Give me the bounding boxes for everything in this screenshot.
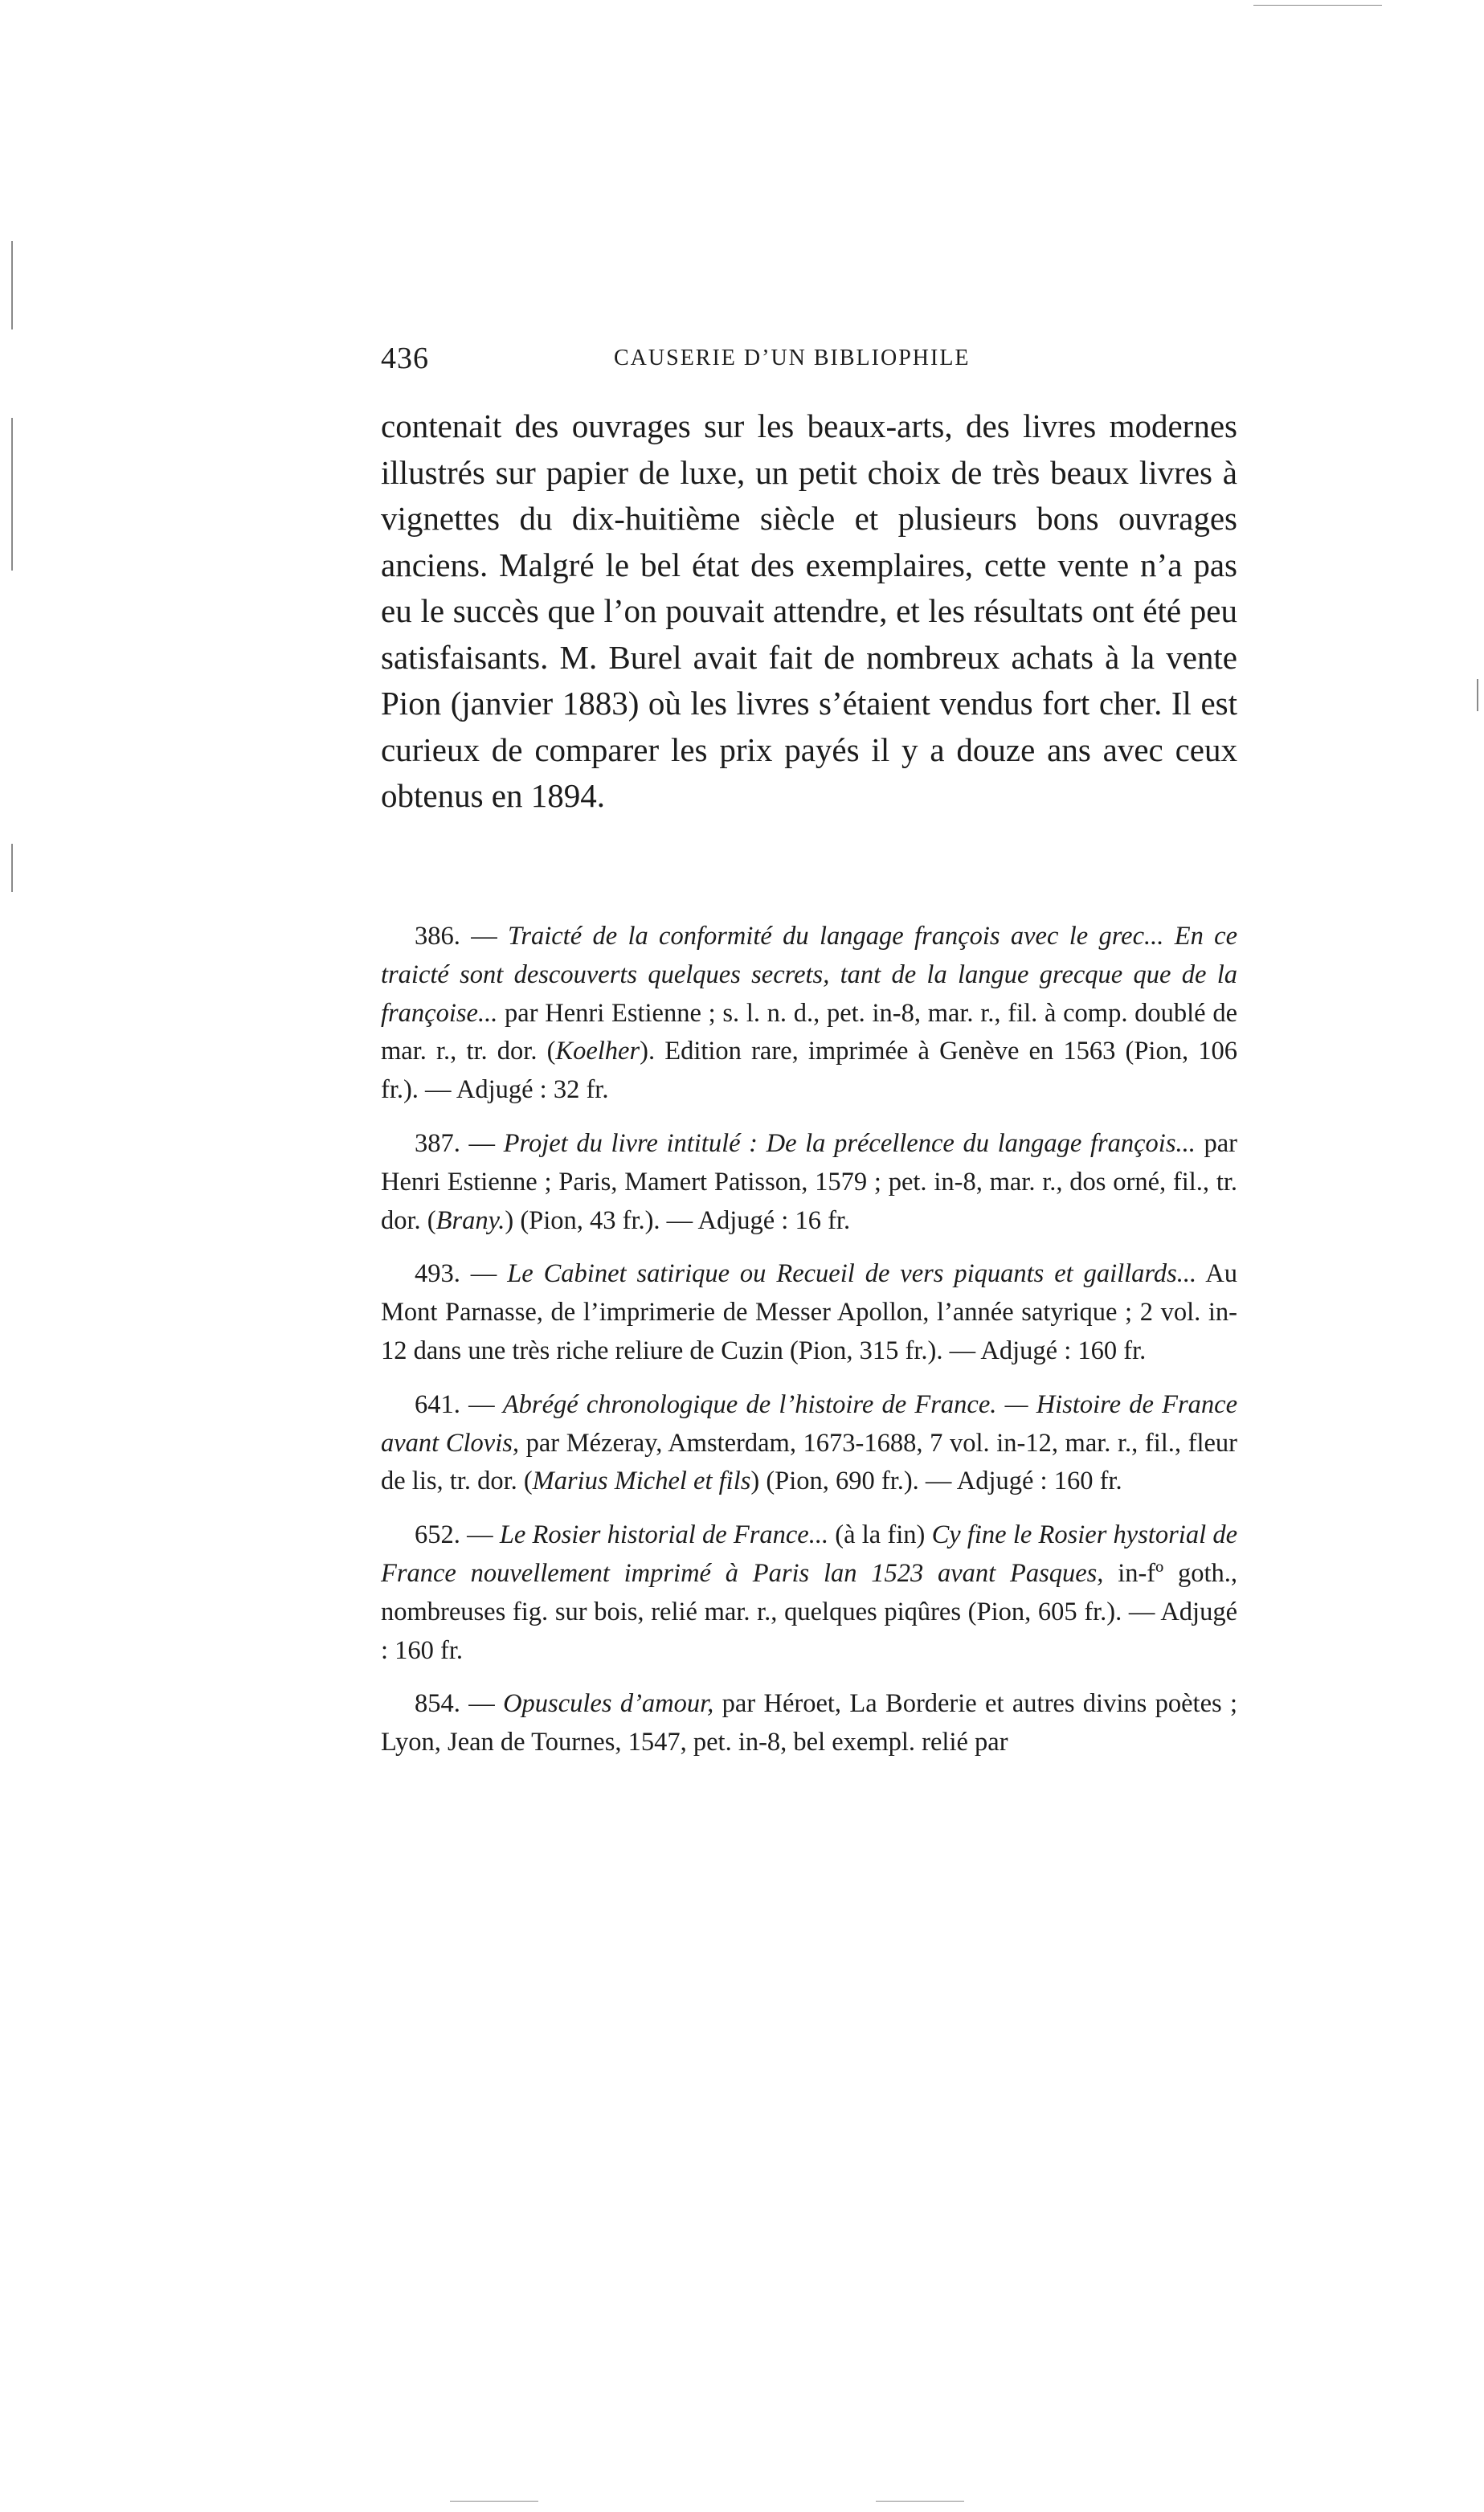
entry-binder: Marius Michel et fils [532, 1467, 751, 1496]
page-header [381, 341, 1237, 389]
entry-title: Projet du livre intitulé : De la précellence du langage françois... [503, 1128, 1196, 1158]
scan-bottom-line [450, 2501, 538, 2502]
entry-number: 387. — [415, 1128, 504, 1158]
entry-number: 386. — [415, 922, 509, 951]
scan-bottom-line [876, 2501, 964, 2502]
catalogue-entry [381, 1255, 1237, 1370]
entry-price: in-fº goth., nombreuses fig. sur bois, relié mar. r., quelques piqûres (Pion, 605 fr.). — Adjugé : 160 fr. [381, 1558, 1237, 1665]
entry-price: ) (Pion, 43 fr.). — Adjugé : 16 fr. [505, 1205, 851, 1235]
entry-price: ). Edition rare, imprimée à Genève en 1563 (Pion, 106 fr.). — Adjugé : 32 fr. [381, 1037, 1237, 1105]
entry-title: Abrégé chronologique de l’histoire de France. — Histoire de France avant Clovis, [381, 1389, 1237, 1458]
catalogue-entries [381, 918, 1237, 1778]
page-number: 436 [381, 342, 429, 375]
catalogue-entry [381, 1685, 1237, 1762]
entry-binder: Koelher [555, 1037, 640, 1066]
scan-margin-line [11, 418, 13, 571]
entry-details: par Henri Estienne ; s. l. n. d., pet. in-8, mar. r., fil. à comp. doublé de mar. r., tr. dor. ( [381, 998, 1237, 1066]
entry-details: par Henri Estienne ; Paris, Mamert Patisson, 1579 ; pet. in-8, mar. r., dos orné, fil., tr. dor. ( [381, 1128, 1237, 1235]
entry-title: Le Rosier historial de France... [499, 1520, 829, 1550]
entry-binder: Brany. [435, 1205, 505, 1235]
catalogue-entry [381, 1386, 1237, 1501]
entry-colophon: Cy fine le Rosier hystorial de France nouvellement imprimé à Paris lan 1523 avant Pasques, [381, 1520, 1237, 1588]
scan-top-line [1253, 5, 1382, 6]
catalogue-entry [381, 1516, 1237, 1670]
scan-margin-line [11, 844, 13, 892]
entry-details: Au Mont Parnasse, de l’imprimerie de Messer Apollon, l’année satyrique ; 2 vol. in-12 dans une très riche reliure de Cuzin (Pion, 315 fr.). — Adjugé : 160 fr. [381, 1259, 1237, 1365]
entry-number: 652. — [415, 1520, 500, 1550]
scan-margin-line [11, 241, 13, 329]
entry-number: 641. — [415, 1389, 503, 1419]
entry-title: Opuscules d’amour, [503, 1689, 714, 1719]
running-title: CAUSERIE D’UN BIBLIOPHILE [614, 346, 971, 370]
main-text [381, 403, 1237, 820]
entry-details: par Mézeray, Amsterdam, 1673-1688, 7 vol. in-12, mar. r., fil., fleur de lis, tr. dor. ( [381, 1428, 1237, 1496]
entry-title: Traicté de la conformité du langage françois avec le grec... En ce traicté sont descouverts quelques secrets, tant de la langue grecque que de la françoise... [381, 922, 1238, 1028]
entry-number: 854. — [415, 1689, 504, 1719]
catalogue-entry [381, 1125, 1237, 1240]
entry-number: 493. — [415, 1259, 508, 1289]
entry-price: ) (Pion, 690 fr.). — Adjugé : 160 fr. [750, 1467, 1122, 1496]
body-paragraph: contenait des ouvrages sur les beaux-arts, des livres modernes illustrés sur papier de luxe, un petit choix de très beaux livres à vignettes du dix-huitième siècle et plusieurs bons ouvrages anciens. Malgré le bel état des exemplaires, cette vente n’a pas eu le succès que l’on pouvait attendre, et les résultats ont été peu satisfaisants. M. Burel avait fait de nombreux achats à la vente Pion (janvier 1883) où les livres s’étaient vendus fort cher. Il est curieux de comparer les prix payés il y a douze ans avec ceux obtenus en 1894. [381, 407, 1237, 814]
entry-details: (à la fin) [828, 1520, 932, 1550]
scan-edge-line [1477, 679, 1478, 711]
entry-title: Le Cabinet satirique ou Recueil de vers piquants et gaillards... [507, 1259, 1197, 1289]
entry-details: par Héroet, La Borderie et autres divins poètes ; Lyon, Jean de Tournes, 1547, pet. in-8, bel exempl. relié par [381, 1689, 1238, 1757]
catalogue-entry [381, 918, 1237, 1110]
